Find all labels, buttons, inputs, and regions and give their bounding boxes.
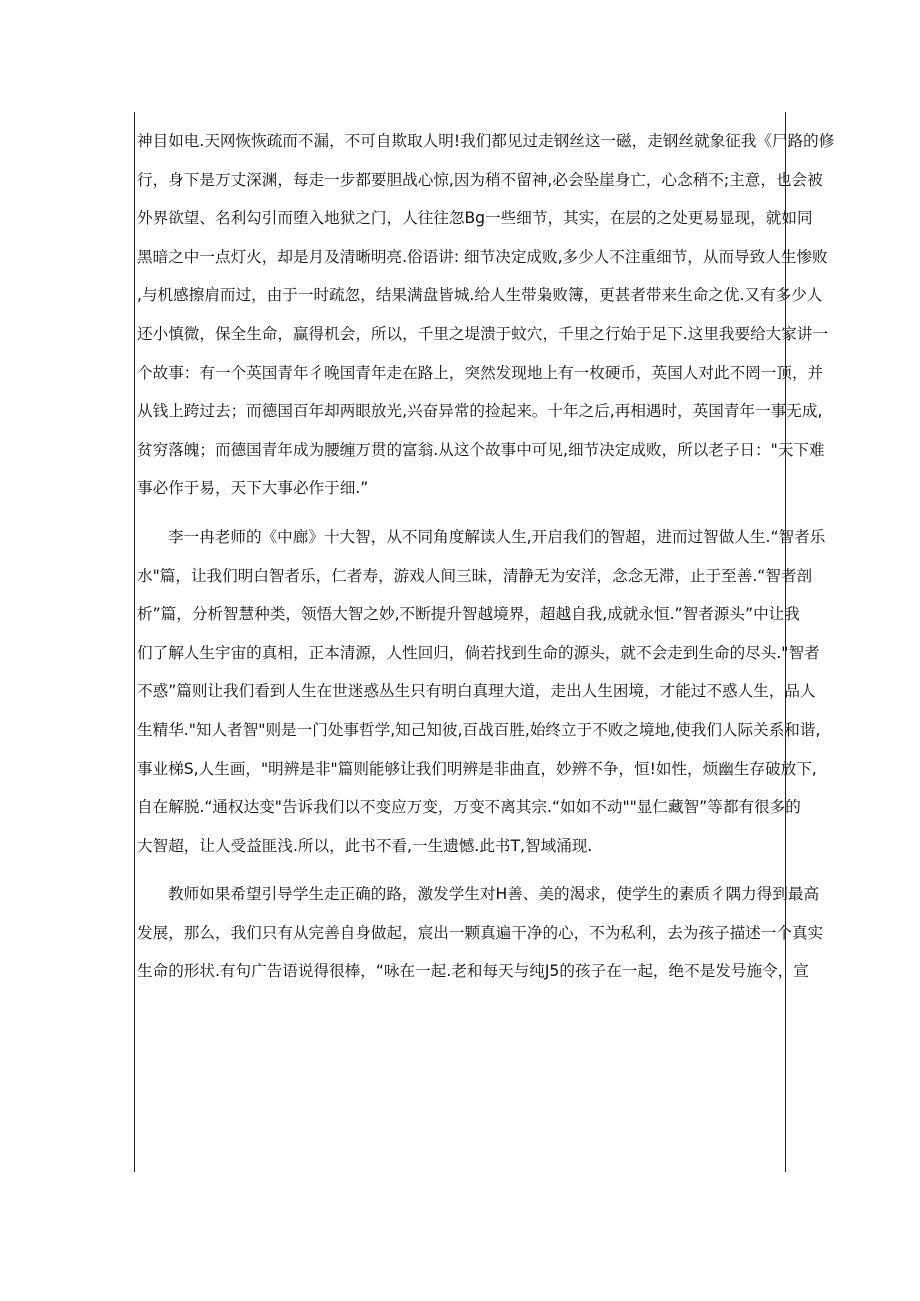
text-line: 从钱上跨过去；而德国百年却两眼放光,兴奋异常的捡起来。十年之后,再相遇时，英国青年一事无成, — [137, 402, 823, 421]
text-line: 大智超，让人受益匪浅.所以，此书不看,一生遗憾.此书T,智域涌现. — [137, 836, 593, 855]
text-line: 个故事：有一个英国青年彳晚国青年走在路上，突然发现地上有一枚硬币，英国人对此不罔一顶，并 — [137, 363, 824, 382]
text-line: 黑暗之中一点灯火，却是月及清晰明亮.俗语讲: 细节决定成败,多少人不注重细节，从而导致人生惨败 — [137, 247, 828, 266]
text-line: 外界欲望、名利勾引而堕入地狱之门，人往往忽Bg一些细节，其实，在层的之处更易显现，就如同 — [137, 209, 813, 228]
text-line: ,与机感擦肩而过，由于一时疏忽，结果满盘皆城.给人生带枭败簿，更甚者带来生命之优.又有多少人 — [137, 286, 823, 305]
text-line: 贫穷落魄；而德国青年成为腰缠万贯的富翁.从这个故事中可见,细节决定成败，所以老子日："天下难 — [137, 440, 825, 459]
text-line: 发展，那么，我们只有从完善自身做起，宸出一颗真遍干净的心，不为私利，去为孩子描述一个真实 — [137, 923, 824, 942]
text-line: 事必作于易，天下大事必作于细.” — [137, 479, 369, 498]
text-line: 神目如电.天网恢恢疏而不漏，不可自欺取人明!我们都见过走钢丝这一磁，走钢丝就象征我《尸路的修 — [137, 132, 835, 150]
text-line: 行，身下是万丈深渊，每走一步都要胆战心惊,因为稍不留神,必会坠崖身亡，心念稍不;主意，也会被 — [137, 170, 823, 189]
text-line: 水"篇，让我们明白智者乐，仁者寿，游戏人间三昧，清静无为安洋，念念无滞，止于至善.“智者剖 — [137, 566, 813, 585]
paragraph-spacer — [137, 865, 785, 875]
text-line: 还小慎微，保全生命，赢得机会，所以，千里之堤溃于蚊穴，千里之行始于足下.这里我要给大家讲一 — [137, 324, 829, 343]
paragraph-3 — [137, 875, 824, 991]
paragraph-1 — [137, 122, 835, 508]
text-line: 们了解人生宇宙的真相，正本清源，人性回归，倘若找到生命的源头，就不会走到生命的尽头."智者 — [137, 643, 820, 662]
paragraph-2 — [137, 518, 826, 865]
text-line: 教师如果希望引导学生走正确的路，激发学生对H善、美的渴求，使学生的素质彳隅力得到最高 — [168, 885, 820, 904]
text-line: 析”篇，分析智慧种类，领悟大智之妙,不断提升智越境界，超越自我,成就永恒.”智者源头”中让我 — [137, 605, 800, 624]
text-line: 不惑”篇则让我们看到人生在世迷惑丛生只有明白真理大道，走出人生困境，才能过不惑人生，品人 — [137, 682, 816, 701]
paragraph-spacer — [137, 508, 785, 518]
text-line: 生命的形状.有句广告语说得很棒，“咏在一起.老和每天与纯J5的孩子在一起，绝不是发号施令，宣 — [137, 962, 809, 981]
text-line: 事业梯S,人生画，"明辨是非"篇则能够让我们明辨是非曲直，妙辨不争，恒!如性，烦幽生存破放下, — [137, 759, 817, 778]
text-line: 生精华."知人者智"则是一门处事哲学,知己知彼,百战百胜,始终立于不败之境地,使我们人际关系和谐, — [137, 720, 821, 739]
text-line: 李一冉老师的《中廊》十大智，从不同角度解读人生,开启我们的智超，进而过智做人生.“智者乐 — [168, 527, 826, 546]
document-body — [137, 122, 835, 991]
text-line: 自在解脱.“通权达变"告诉我们以不变应万变，万变不离其宗.“如如不动""显仁藏智”等都有很多的 — [137, 798, 801, 817]
